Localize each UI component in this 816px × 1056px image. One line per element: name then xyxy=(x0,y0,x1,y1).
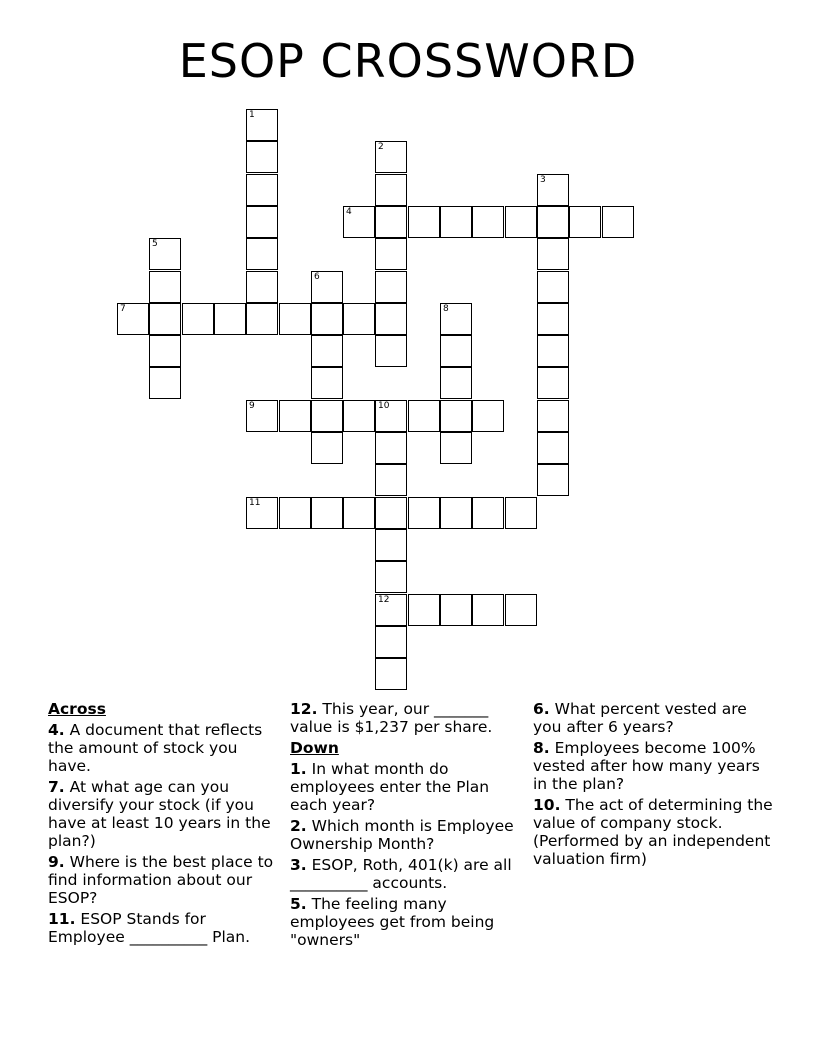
grid-cell[interactable] xyxy=(375,335,407,367)
grid-cell[interactable] xyxy=(311,497,343,529)
clue-number: 2 xyxy=(378,142,384,152)
clue-number: 5 xyxy=(152,239,158,249)
grid-cell[interactable] xyxy=(408,497,440,529)
grid-cell[interactable] xyxy=(279,497,311,529)
grid-cell[interactable] xyxy=(408,594,440,626)
grid-cell[interactable] xyxy=(246,238,278,270)
grid-cell[interactable] xyxy=(408,206,440,238)
grid-cell[interactable] xyxy=(375,658,407,690)
grid-cell[interactable] xyxy=(408,400,440,432)
grid-cell[interactable] xyxy=(149,335,181,367)
grid-cell[interactable] xyxy=(375,206,407,238)
page-title: ESOP CROSSWORD xyxy=(178,34,638,88)
grid-cell[interactable] xyxy=(569,206,601,238)
grid-cell[interactable] xyxy=(375,529,407,561)
clue-number: 3 xyxy=(540,175,546,185)
grid-cell[interactable] xyxy=(311,432,343,464)
grid-cell[interactable] xyxy=(182,303,214,335)
grid-cell[interactable] xyxy=(375,303,407,335)
grid-cell[interactable] xyxy=(149,238,181,270)
clue-number: 8 xyxy=(443,304,449,314)
grid-cell[interactable] xyxy=(375,464,407,496)
grid-cell[interactable] xyxy=(343,497,375,529)
clue-across-7: 7. At what age can you diversify your stock (if you have at least 10 years in the plan?) xyxy=(48,778,271,850)
grid-cell[interactable] xyxy=(375,626,407,658)
clue-number: 12 xyxy=(378,595,390,605)
grid-cell[interactable] xyxy=(375,400,407,432)
clue-across-9: 9. Where is the best place to find information about our ESOP? xyxy=(48,853,274,907)
grid-cell[interactable] xyxy=(311,335,343,367)
clue-down-10: 10. The act of determining the value of company stock. (Performed by an independent valuation firm) xyxy=(533,796,773,868)
grid-cell[interactable] xyxy=(246,497,278,529)
grid-cell[interactable] xyxy=(440,367,472,399)
grid-cell[interactable] xyxy=(246,141,278,173)
grid-cell[interactable] xyxy=(214,303,246,335)
clue-number: 11 xyxy=(249,498,261,508)
clue-down-8: 8. Employees become 100% vested after how many years in the plan? xyxy=(533,739,760,793)
grid-cell[interactable] xyxy=(279,303,311,335)
grid-cell[interactable] xyxy=(246,400,278,432)
grid-cell[interactable] xyxy=(375,271,407,303)
clue-across-4: 4. A document that reflects the amount of stock you have. xyxy=(48,721,263,775)
clue-number: 6 xyxy=(314,272,320,282)
grid-cell[interactable] xyxy=(246,206,278,238)
clue-number: 1 xyxy=(249,110,255,120)
grid-cell[interactable] xyxy=(311,303,343,335)
clue-down-6: 6. What percent vested are you after 6 years? xyxy=(533,700,747,736)
grid-cell[interactable] xyxy=(602,206,634,238)
grid-cell[interactable] xyxy=(472,400,504,432)
grid-cell[interactable] xyxy=(149,303,181,335)
grid-cell[interactable] xyxy=(537,174,569,206)
grid-cell[interactable] xyxy=(343,303,375,335)
clue-down-1: 1. In what month do employees enter the Plan each year? xyxy=(290,760,490,814)
grid-cell[interactable] xyxy=(246,303,278,335)
grid-cell[interactable] xyxy=(375,238,407,270)
grid-cell[interactable] xyxy=(375,594,407,626)
grid-cell[interactable] xyxy=(149,367,181,399)
grid-cell[interactable] xyxy=(440,497,472,529)
clue-down-5: 5. The feeling many employees get from being "owners" xyxy=(290,895,495,949)
grid-cell[interactable] xyxy=(537,400,569,432)
grid-cell[interactable] xyxy=(537,335,569,367)
clues-column-2 xyxy=(290,700,530,952)
grid-cell[interactable] xyxy=(246,271,278,303)
grid-cell[interactable] xyxy=(375,432,407,464)
clues-column-1 xyxy=(48,700,284,949)
clue-across-11: 11. ESOP Stands for Employee __________ Plan. xyxy=(48,910,251,946)
grid-cell[interactable] xyxy=(246,174,278,206)
grid-cell[interactable] xyxy=(117,303,149,335)
grid-cell[interactable] xyxy=(440,432,472,464)
grid-cell[interactable] xyxy=(472,594,504,626)
clue-number: 7 xyxy=(120,304,126,314)
clue-number: 10 xyxy=(378,401,390,411)
grid-cell[interactable] xyxy=(537,464,569,496)
grid-cell[interactable] xyxy=(537,432,569,464)
clue-number: 4 xyxy=(346,207,352,217)
grid-cell[interactable] xyxy=(505,206,537,238)
grid-cell[interactable] xyxy=(537,367,569,399)
clues-column-3 xyxy=(533,700,773,871)
grid-cell[interactable] xyxy=(149,271,181,303)
grid-cell[interactable] xyxy=(440,400,472,432)
grid-cell[interactable] xyxy=(375,141,407,173)
grid-cell[interactable] xyxy=(440,206,472,238)
grid-cell[interactable] xyxy=(537,206,569,238)
clue-down-2: 2. Which month is Employee Ownership Month? xyxy=(290,817,514,853)
across-heading: Across xyxy=(48,700,106,718)
grid-cell[interactable] xyxy=(311,367,343,399)
grid-cell[interactable] xyxy=(472,206,504,238)
grid-cell[interactable] xyxy=(505,594,537,626)
grid-cell[interactable] xyxy=(375,497,407,529)
grid-cell[interactable] xyxy=(311,271,343,303)
grid-cell[interactable] xyxy=(279,400,311,432)
grid-cell[interactable] xyxy=(375,174,407,206)
clue-number: 9 xyxy=(249,401,255,411)
grid-cell[interactable] xyxy=(343,206,375,238)
grid-cell[interactable] xyxy=(375,561,407,593)
grid-cell[interactable] xyxy=(537,303,569,335)
grid-cell[interactable] xyxy=(440,335,472,367)
clue-across-12: 12. This year, our _______ value is $1,237 per share. xyxy=(290,700,493,736)
grid-cell[interactable] xyxy=(311,400,343,432)
grid-cell[interactable] xyxy=(343,400,375,432)
grid-cell[interactable] xyxy=(472,497,504,529)
grid-cell[interactable] xyxy=(537,271,569,303)
grid-cell[interactable] xyxy=(537,238,569,270)
down-heading: Down xyxy=(290,739,339,757)
grid-cell[interactable] xyxy=(440,594,472,626)
grid-cell[interactable] xyxy=(505,497,537,529)
grid-cell[interactable] xyxy=(246,109,278,141)
clue-down-3: 3. ESOP, Roth, 401(k) are all __________ accounts. xyxy=(290,856,512,892)
grid-cell[interactable] xyxy=(440,303,472,335)
